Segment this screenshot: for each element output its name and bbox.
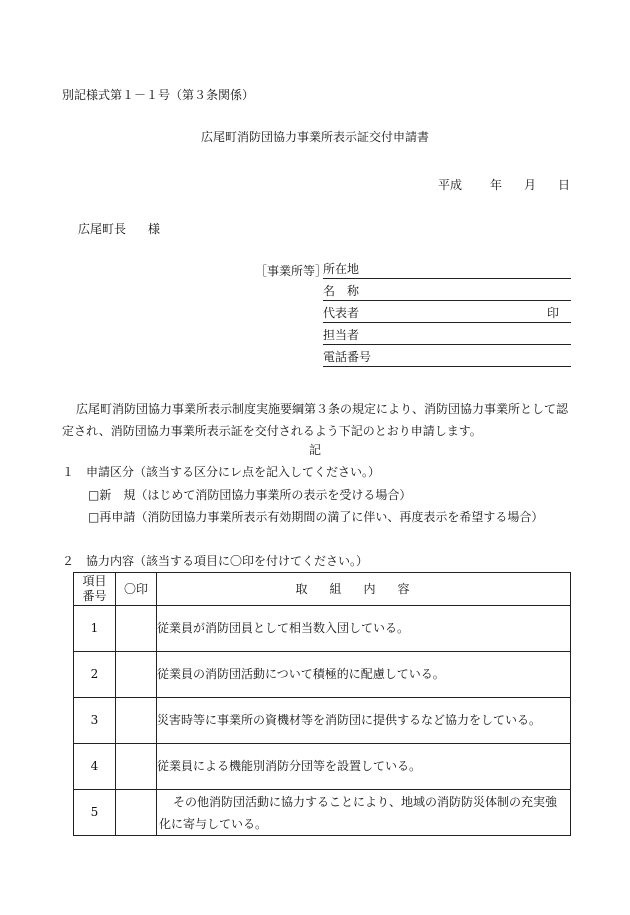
page-title: 広尾町消防団協力事業所表示証交付申請書 bbox=[200, 130, 429, 144]
header-item-no-line2: 番号 bbox=[82, 589, 107, 603]
header-item-no bbox=[74, 573, 116, 606]
location-label: 所在地 bbox=[323, 262, 360, 276]
ki-heading: 記 bbox=[308, 443, 321, 457]
table-row bbox=[74, 744, 571, 790]
seal-mark: 印 bbox=[546, 306, 559, 320]
header-item-no-line1: 項目 bbox=[82, 574, 107, 588]
row-number: 3 bbox=[74, 698, 116, 744]
row-number: 5 bbox=[74, 790, 116, 836]
date-era: 平成 bbox=[437, 178, 462, 192]
contact-person-label: 担当者 bbox=[323, 328, 360, 342]
option-new[interactable]: □新 規（はじめて消防団協力事業所の表示を受ける場合） bbox=[88, 488, 412, 502]
row-content: その他消防団活動に協力することにより、地域の消防防災体制の充実強化に寄与している。 bbox=[157, 790, 571, 836]
contact-person-field[interactable] bbox=[323, 328, 571, 345]
cooperation-table bbox=[73, 572, 571, 836]
name-field[interactable] bbox=[323, 284, 571, 301]
date-line bbox=[424, 178, 570, 193]
row-number: 2 bbox=[74, 652, 116, 698]
representative-field[interactable] bbox=[323, 306, 571, 323]
date-month: 月 bbox=[523, 178, 536, 192]
addressee-honorific: 様 bbox=[148, 222, 161, 236]
date-year: 年 bbox=[489, 178, 502, 192]
section2-heading: ２ 協力内容（該当する項目に〇印を付けてください。） bbox=[62, 554, 369, 568]
header-content-label: 取組内容 bbox=[295, 581, 432, 596]
header-mark: 〇印 bbox=[116, 573, 157, 606]
representative-label: 代表者 bbox=[323, 306, 360, 320]
applicant-label: ［事業所等］ bbox=[255, 264, 328, 278]
mark-cell[interactable] bbox=[116, 744, 157, 790]
name-label: 名 称 bbox=[323, 284, 360, 298]
table-row bbox=[74, 698, 571, 744]
addressee bbox=[78, 222, 160, 237]
table-header-row bbox=[74, 573, 571, 606]
mark-cell[interactable] bbox=[116, 790, 157, 836]
mark-cell[interactable] bbox=[116, 698, 157, 744]
option-renewal[interactable]: □再申請（消防団協力事業所表示有効期間の満了に伴い、再度表示を希望する場合） bbox=[88, 510, 544, 524]
header-content bbox=[157, 573, 571, 606]
date-day: 日 bbox=[557, 178, 570, 192]
phone-field[interactable] bbox=[323, 350, 571, 367]
row-content: 災害時等に事業所の資機材等を消防団に提供するなど協力をしている。 bbox=[157, 698, 571, 744]
mark-cell[interactable] bbox=[116, 606, 157, 652]
row-content: 従業員の消防団活動について積極的に配慮している。 bbox=[157, 652, 571, 698]
phone-label: 電話番号 bbox=[323, 350, 372, 364]
table-row bbox=[74, 790, 571, 836]
mark-cell[interactable] bbox=[116, 652, 157, 698]
section1-heading: １ 申請区分（該当する区分にレ点を記入してください。） bbox=[62, 465, 381, 479]
addressee-name: 広尾町長 bbox=[78, 222, 127, 236]
application-statement: 広尾町消防団協力事業所表示制度実施要綱第３条の規定により、消防団協力事業所として認定され、消防団協力事業所表示証を交付されるよう下記のとおり申請します。 bbox=[62, 402, 569, 438]
row-content: 従業員が消防団員として相当数入団している。 bbox=[157, 606, 571, 652]
table-row bbox=[74, 652, 571, 698]
row-number: 1 bbox=[74, 606, 116, 652]
row-number: 4 bbox=[74, 744, 116, 790]
row-content: 従業員による機能別消防分団等を設置している。 bbox=[157, 744, 571, 790]
form-id: 別記様式第１－１号（第３条関係） bbox=[62, 88, 255, 102]
table-row bbox=[74, 606, 571, 652]
location-field[interactable] bbox=[323, 262, 571, 279]
